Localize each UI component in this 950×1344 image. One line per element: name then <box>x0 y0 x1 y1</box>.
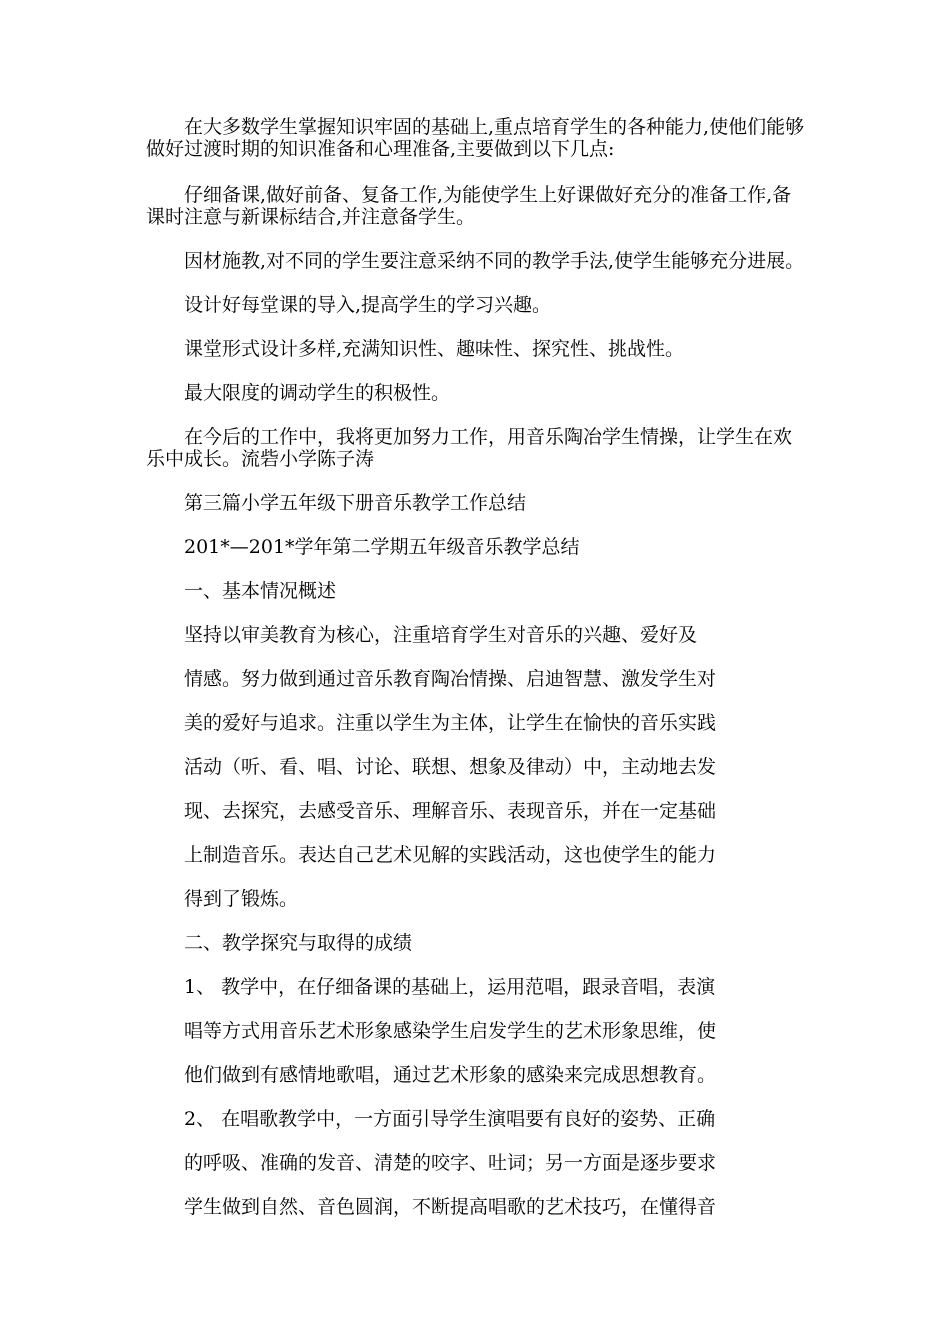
third-article-title: 第三篇小学五年级下册音乐教学工作总结 <box>184 492 527 514</box>
section-2-line: 2、 在唱歌教学中，一方面引导学生演唱要有良好的姿势、正确 <box>184 1108 716 1130</box>
point-2: 因材施教,对不同的学生要注意采纳不同的教学手法,使学生能够充分进展。 <box>184 250 805 272</box>
section-1-line: 美的爱好与追求。注重以学生为主体，让学生在愉快的音乐实践 <box>184 712 717 734</box>
section-2-heading: 二、教学探究与取得的成绩 <box>184 932 413 954</box>
intro-line-1: 在大多数学生掌握知识牢固的基础上,重点培育学生的各种能力,使他们能够 <box>184 116 805 138</box>
intro-line-2: 做好过渡时期的知识准备和心理准备,主要做到以下几点: <box>146 138 615 160</box>
section-1-line: 坚持以审美教育为核心，注重培育学生对音乐的兴趣、爱好及 <box>184 624 698 646</box>
point-5: 最大限度的调动学生的积极性。 <box>184 382 451 404</box>
point-1-line-1: 仔细备课,做好前备、复备工作,为能使学生上好课做好充分的准备工作,备 <box>184 184 792 206</box>
point-3: 设计好每堂课的导入,提高学生的学习兴趣。 <box>184 294 552 316</box>
section-1-heading: 一、基本情况概述 <box>184 580 337 602</box>
section-2-line: 他们做到有感情地歌唱，通过艺术形象的感染来完成思想教育。 <box>184 1064 717 1086</box>
section-1-line: 现、去探究，去感受音乐、理解音乐、表现音乐，并在一定基础 <box>184 800 717 822</box>
point-1-line-2: 课时注意与新课标结合,并注意备学生。 <box>146 206 476 228</box>
section-2-line: 的呼吸、准确的发音、清楚的咬字、吐词；另一方面是逐步要求 <box>184 1152 717 1174</box>
section-2-line: 1、 教学中，在仔细备课的基础上，运用范唱，跟录音唱，表演 <box>184 976 716 998</box>
closing-line-2: 乐中成长。流砦小学陈子涛 <box>146 448 375 470</box>
summary-title: 201*—201*学年第二学期五年级音乐教学总结 <box>184 536 580 558</box>
section-1-line: 得到了锻炼。 <box>184 888 299 910</box>
section-2-line: 学生做到自然、音色圆润，不断提高唱歌的艺术技巧，在懂得音 <box>184 1196 717 1218</box>
section-1-line: 上制造音乐。表达自己艺术见解的实践活动，这也使学生的能力 <box>184 844 717 866</box>
section-1-line: 活动（听、看、唱、讨论、联想、想象及律动）中，主动地去发 <box>184 756 717 778</box>
section-2-line: 唱等方式用音乐艺术形象感染学生启发学生的艺术形象思维，使 <box>184 1020 717 1042</box>
section-1-line: 情感。努力做到通过音乐教育陶冶情操、启迪智慧、激发学生对 <box>184 668 717 690</box>
closing-line-1: 在今后的工作中，我将更加努力工作，用音乐陶冶学生情操，让学生在欢 <box>184 426 793 448</box>
point-4: 课堂形式设计多样,充满知识性、趣味性、探究性、挑战性。 <box>184 338 685 360</box>
